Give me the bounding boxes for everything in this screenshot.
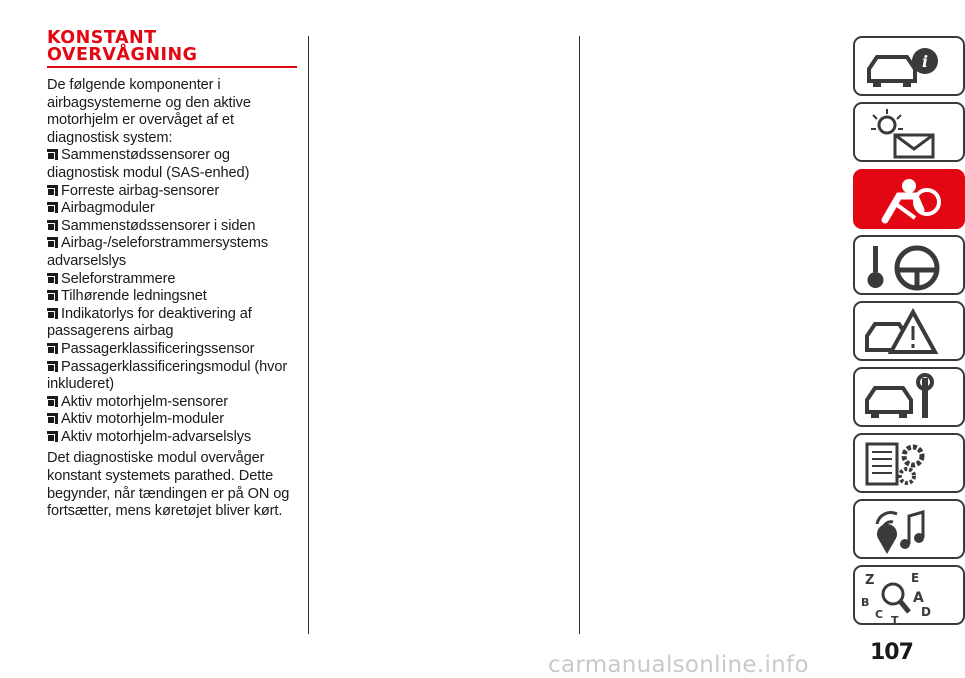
bullet-box-icon — [47, 396, 58, 407]
bullet-box-icon — [47, 202, 58, 213]
watermark: carmanualsonline.info — [548, 652, 809, 678]
title-underline — [47, 66, 297, 68]
list-item: Forreste airbag-sensorer — [47, 183, 297, 201]
bullet-box-icon — [47, 431, 58, 442]
svg-text:C: C — [875, 608, 884, 621]
intro-paragraph: De følgende komponenter i airbagsystemerne og den aktive motorhjelm er overvåget af et diagnostisk system: — [47, 77, 251, 146]
list-item: Aktiv motorhjelm-moduler — [47, 411, 297, 429]
list-item: Aktiv motorhjelm-sensorer — [47, 394, 297, 412]
content-column — [47, 30, 297, 521]
svg-text:D: D — [921, 605, 931, 619]
column-divider — [308, 36, 309, 634]
list-item: Passagerklassificeringssensor — [47, 341, 297, 359]
section-title-line1: KONSTANT — [47, 28, 157, 48]
bullet-box-icon — [47, 237, 58, 248]
tab-specifications[interactable] — [853, 433, 965, 493]
bullet-box-icon — [47, 413, 58, 424]
bullet-box-icon — [47, 290, 58, 301]
list-item: Sammenstødssensorer i siden — [47, 218, 297, 236]
outro-paragraph: Det diagnostiske modul overvåger konstant systemets parathed. Dette begynder, når tændingen er på ON og fortsætter, mens køretøjet bliver kørt. — [47, 450, 290, 520]
tab-key-steering[interactable] — [853, 235, 965, 295]
list-item: Sammenstødssensorer og diagnostisk modul (SAS-enhed) — [47, 147, 250, 181]
svg-text:i: i — [922, 52, 929, 71]
list-item: Tilhørende ledningsnet — [47, 288, 297, 306]
svg-text:A: A — [913, 590, 924, 606]
section-body — [47, 77, 297, 521]
list-item: Airbag-/seleforstrammersystems advarselslys — [47, 235, 269, 269]
svg-text:E: E — [911, 571, 920, 585]
airbag-seatbelt-icon — [863, 174, 953, 226]
multimedia-icon — [863, 504, 953, 556]
svg-text:T: T — [891, 614, 899, 627]
bullet-box-icon — [47, 343, 58, 354]
column-divider — [579, 36, 580, 634]
bullet-box-icon — [47, 308, 58, 319]
section-title — [47, 30, 297, 64]
key-steering-wheel-icon — [863, 240, 953, 292]
tab-airbag-seatbelt[interactable] — [853, 169, 965, 229]
bullet-box-icon — [47, 185, 58, 196]
breakdown-triangle-icon — [863, 306, 953, 358]
tab-breakdown[interactable] — [853, 301, 965, 361]
list-item: Passagerklassificeringsmodul (hvor inkluderet) — [47, 358, 288, 393]
bullet-box-icon — [47, 149, 58, 160]
list-item: Airbagmoduler — [47, 200, 297, 218]
tab-index[interactable] — [853, 565, 965, 625]
bullet-box-icon — [47, 220, 58, 231]
tab-maintenance[interactable] — [853, 367, 965, 427]
tab-car-info[interactable] — [853, 36, 965, 96]
bullet-box-icon — [47, 361, 58, 372]
section-title-line2: OVERVÅGNING — [47, 45, 198, 65]
car-info-icon — [863, 41, 953, 93]
lights-warning-icon — [863, 107, 953, 159]
bullet-box-icon — [47, 273, 58, 284]
page-number: 107 — [870, 640, 913, 665]
list-item: Seleforstrammere — [47, 271, 297, 289]
list-item: Indikatorlys for deaktivering af passagerens airbag — [47, 305, 252, 340]
list-item: Aktiv motorhjelm-advarselslys — [47, 429, 297, 447]
component-list — [47, 147, 297, 446]
tab-lights-warning[interactable] — [853, 102, 965, 162]
svg-text:Z: Z — [865, 573, 875, 588]
svg-text:B: B — [861, 596, 870, 609]
tab-multimedia[interactable] — [853, 499, 965, 559]
specs-gears-icon — [863, 438, 953, 490]
index-search-icon — [861, 570, 953, 627]
car-wrench-icon — [863, 372, 953, 424]
